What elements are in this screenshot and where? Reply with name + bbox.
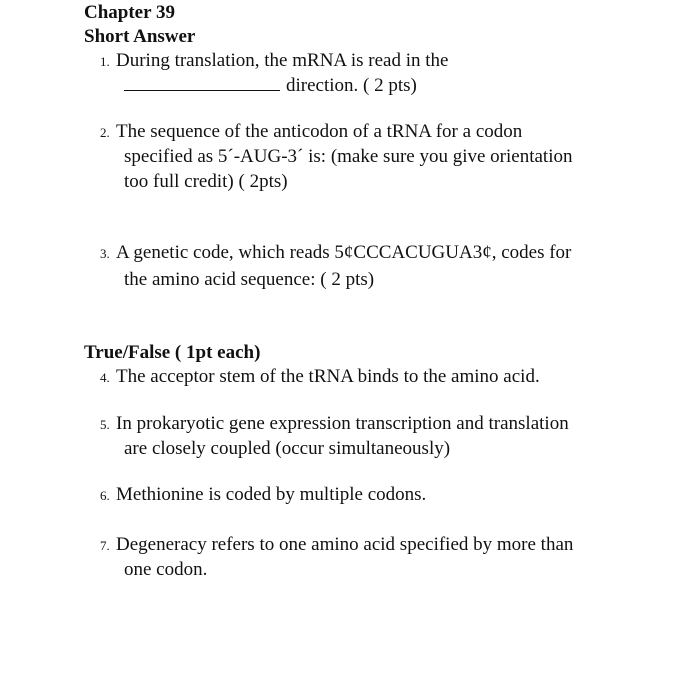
answer-blank (124, 74, 280, 91)
question-number: 7. (100, 538, 110, 553)
question-text-line: In prokaryotic gene expression transcription and translation (116, 413, 569, 434)
question-text-line: specified as 5´-AUG-3´ is: (make sure you give orientation (124, 146, 573, 167)
question-text-line: the amino acid sequence: ( 2 pts) (124, 269, 375, 290)
true-false-heading: True/False ( 1pt each) (84, 342, 261, 363)
question-number: 5. (100, 417, 110, 432)
question-text-line: Methionine is coded by multiple codons. (116, 484, 427, 505)
question-number: 2. (100, 125, 110, 140)
question-text-line: too full credit) ( 2pts) (124, 171, 288, 192)
question-number: 4. (100, 370, 110, 385)
question-text-line: The acceptor stem of the tRNA binds to the amino acid. (116, 366, 540, 387)
chapter-title: Chapter 39 (84, 2, 175, 23)
question-text-line: are closely coupled (occur simultaneously) (124, 438, 451, 459)
question-number: 6. (100, 488, 110, 503)
question-number: 1. (100, 54, 110, 69)
question-text-line: The sequence of the anticodon of a tRNA for a codon (116, 121, 523, 142)
question-text-line: Degeneracy refers to one amino acid specified by more than (116, 534, 574, 555)
question-text-line: During translation, the mRNA is read in the (116, 50, 449, 71)
question-text-line: one codon. (124, 559, 208, 580)
question-number: 3. (100, 246, 110, 261)
short-answer-heading: Short Answer (84, 26, 196, 47)
question-text-line: A genetic code, which reads 5¢CCCACUGUA3¢, codes for (116, 242, 572, 263)
question-text-continuation: direction. ( 2 pts) (286, 75, 417, 96)
question-text-line (124, 73, 417, 98)
